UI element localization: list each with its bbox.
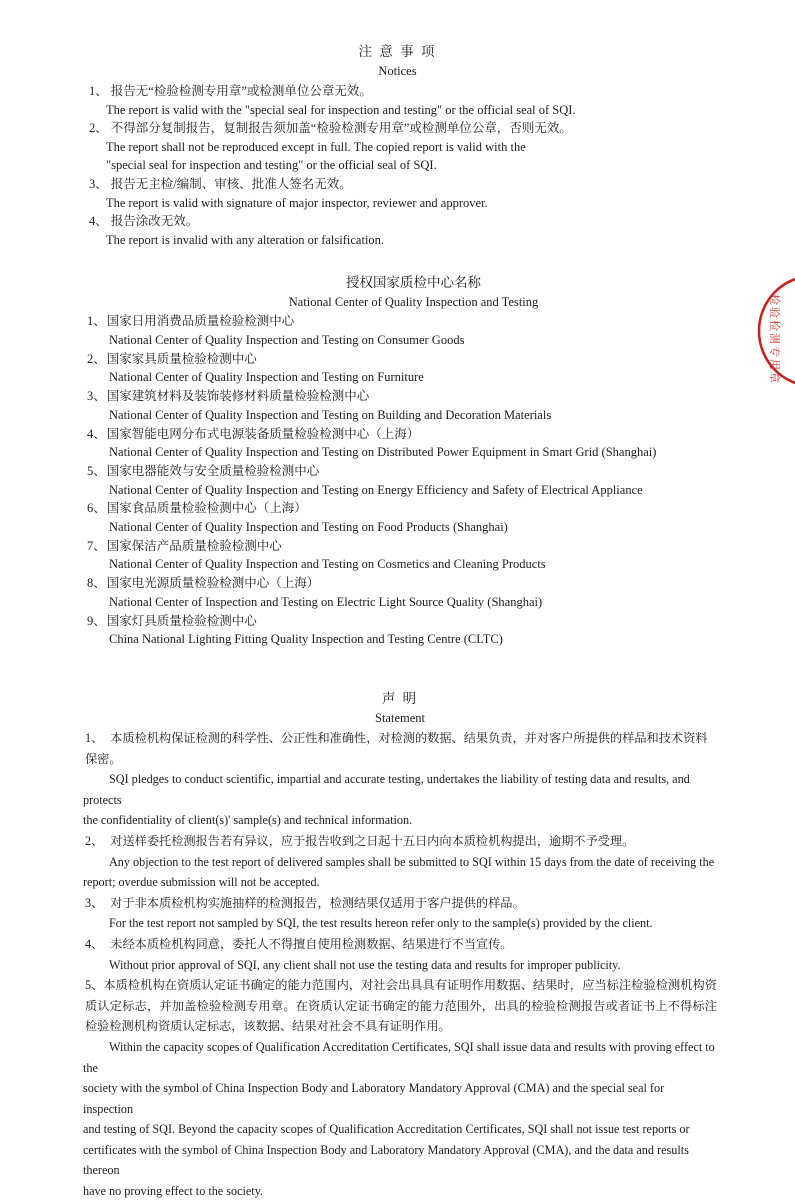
- notice-zh: 报告无主检/编制、审核、批准人签名无效。: [110, 176, 352, 191]
- item-number: 4、: [89, 214, 108, 229]
- center-zh: 国家保洁产品质量检验检测中心: [106, 538, 282, 553]
- notice-zh: 不得部分复制报告，复制报告须加盖“检验检测专用章”或检测单位公章，否则无效。: [110, 121, 572, 136]
- statement-title-zh: 声 明: [381, 691, 419, 706]
- notices-title-en: Notices: [378, 64, 417, 78]
- statement-item: [83, 934, 717, 975]
- item-number: 3、: [85, 895, 104, 910]
- item-number: 4、: [87, 426, 106, 441]
- seal-text: 检验检测专用章: [768, 294, 780, 385]
- statement-section: [83, 689, 717, 1202]
- item-number: 1、: [89, 84, 108, 98]
- official-seal: [753, 272, 795, 392]
- statement-item: [83, 893, 717, 934]
- statement-en: Any objection to the test report of delivered samples shall be submitted to SQI within 15 days from the date of receiving the: [109, 854, 715, 869]
- notice-item: [89, 82, 725, 119]
- center-item: [87, 425, 740, 462]
- statement-en: and testing of SQI. Beyond the capacity scopes of Qualification Accreditation Certificates, SQI shall not issue test reports or: [83, 1122, 690, 1137]
- notice-en: The report is valid with the "special seal for inspection and testing" or the official seal of SQI.: [106, 102, 576, 117]
- center-item: [87, 612, 740, 649]
- statement-en: SQI pledges to conduct scientific, impartial and accurate testing, undertakes the liability of testing data and results, and protects: [83, 772, 690, 807]
- item-number: 2、: [89, 121, 108, 136]
- statement-item: [83, 728, 717, 831]
- center-en: National Center of Quality Inspection and Testing on Energy Efficiency and Safety of Electrical Appliance: [109, 482, 643, 497]
- item-number: 4、: [85, 936, 104, 951]
- center-zh: 国家灯具质量检验检测中心: [106, 613, 257, 628]
- item-number: 5、: [85, 978, 104, 993]
- center-zh: 国家智能电网分布式电源装备质量检验检测中心（上海）: [106, 426, 420, 441]
- center-zh: 国家日用消费品质量检验检测中心: [106, 314, 295, 329]
- notices-list: [89, 82, 725, 249]
- center-en: National Center of Inspection and Testing on Electric Light Source Quality (Shanghai): [109, 594, 543, 609]
- center-en: National Center of Quality Inspection and Testing on Food Products (Shanghai): [109, 520, 508, 535]
- center-zh: 国家建筑材料及装饰装修材料质量检验检测中心: [106, 389, 370, 404]
- statement-en: For the test report not sampled by SQI, the test results hereon refer only to the sample(s) provided by the client.: [109, 916, 653, 931]
- center-item: [87, 462, 740, 499]
- item-number: 8、: [87, 576, 106, 591]
- center-item: [87, 537, 740, 574]
- statement-zh: 对送样委托检测报告若有异议，应于报告收到之日起十五日内向本质检机构提出，逾期不予受理。: [110, 833, 635, 848]
- statement-zh: 本质检机构在资质认定证书确定的能力范围内，对社会出具具有证明作用数据、结果时，应当标注检验检测机构资质认定标志，并加盖检验检测专用章。在资质认定证书确定的能力范围外，出具的检验检测报告或者证书上不得标注检验检测机构资质认定标志，该数据、结果对社会不具有证明作用。: [85, 978, 717, 1034]
- statement-en: Within the capacity scopes of Qualification Accreditation Certificates, SQI shall issue data and results with proving effect to the: [83, 1039, 715, 1075]
- item-number: 2、: [87, 351, 106, 366]
- center-item: [87, 312, 740, 349]
- item-number: 6、: [87, 501, 106, 516]
- centers-section: [87, 273, 740, 649]
- center-en: China National Lighting Fitting Quality Inspection and Testing Centre (CLTC): [109, 632, 503, 647]
- center-zh: 国家电器能效与安全质量检验检测中心: [106, 463, 320, 478]
- notice-zh: 报告涂改无效。: [110, 214, 199, 229]
- item-number: 3、: [87, 389, 106, 404]
- center-item: [87, 574, 740, 611]
- center-en: National Center of Quality Inspection and Testing on Cosmetics and Cleaning Products: [109, 557, 546, 572]
- item-number: 5、: [87, 463, 106, 478]
- centers-title-zh: 授权国家质检中心名称: [346, 275, 481, 291]
- center-zh: 国家食品质量检验检测中心（上海）: [106, 501, 307, 516]
- center-zh: 国家电光源质量检验检测中心（上海）: [106, 576, 320, 591]
- notice-en: The report is invalid with any alteration or falsification.: [106, 232, 385, 247]
- center-en: National Center of Quality Inspection and Testing on Distributed Power Equipment in Smart Grid (Shanghai): [109, 445, 657, 460]
- statement-zh: 本质检机构保证检测的科学性、公正性和准确性，对检测的数据、结果负责，并对客户所提供的样品和技术资料保密。: [85, 731, 708, 766]
- center-en: National Center of Quality Inspection and Testing on Building and Decoration Materials: [109, 407, 552, 422]
- center-en: National Center of Quality Inspection and Testing on Furniture: [109, 370, 424, 385]
- statement-zh: 未经本质检机构同意，委托人不得擅自使用检测数据、结果进行不当宣传。: [110, 936, 513, 951]
- statement-en: the confidentiality of client(s)' sample(s) and technical information.: [83, 813, 413, 828]
- center-item: [87, 387, 740, 424]
- notices-title-zh: 注 意 事 项: [358, 44, 437, 59]
- notice-en: The report shall not be reproduced except in full. The copied report is valid with the: [106, 139, 526, 154]
- statement-zh: 对于非本质检机构实施抽样的检测报告，检测结果仅适用于客户提供的样品。: [110, 895, 525, 910]
- center-item: [87, 499, 740, 536]
- item-number: 3、: [89, 176, 108, 191]
- notice-item: [89, 175, 725, 212]
- item-number: 1、: [87, 314, 106, 329]
- item-number: 1、: [85, 731, 104, 745]
- center-zh: 国家家具质量检验检测中心: [106, 351, 257, 366]
- notice-item: [89, 119, 725, 175]
- statement-en: certificates with the symbol of China Inspection Body and Laboratory Mandatory Approval (CMA), and the data and results thereon: [83, 1142, 689, 1178]
- statement-item: [83, 831, 717, 893]
- statement-en: report; overdue submission will not be accepted.: [83, 875, 320, 890]
- center-item: [87, 350, 740, 387]
- notice-en: The report is valid with signature of major inspector, reviewer and approver.: [106, 195, 488, 210]
- notice-item: [89, 212, 725, 249]
- centers-title-en: National Center of Quality Inspection and Testing: [288, 295, 539, 310]
- center-en: National Center of Quality Inspection and Testing on Consumer Goods: [109, 333, 465, 348]
- notice-zh: 报告无“检验检测专用章”或检测单位公章无效。: [110, 84, 372, 98]
- page-content: [0, 42, 795, 1202]
- item-number: 7、: [87, 538, 106, 553]
- statement-item: [83, 975, 717, 1202]
- statement-en: Without prior approval of SQI, any client shall not use the testing data and results for improper publicity.: [109, 957, 621, 972]
- notice-en: "special seal for inspection and testing" or the official seal of SQI.: [106, 158, 437, 173]
- statement-en: have no proving effect to the society.: [83, 1184, 264, 1199]
- item-number: 9、: [87, 613, 106, 628]
- statement-en: society with the symbol of China Inspection Body and Laboratory Mandatory Approval (CMA) and the special seal for inspection: [83, 1081, 665, 1116]
- item-number: 2、: [85, 833, 104, 848]
- statement-title-en: Statement: [375, 711, 425, 725]
